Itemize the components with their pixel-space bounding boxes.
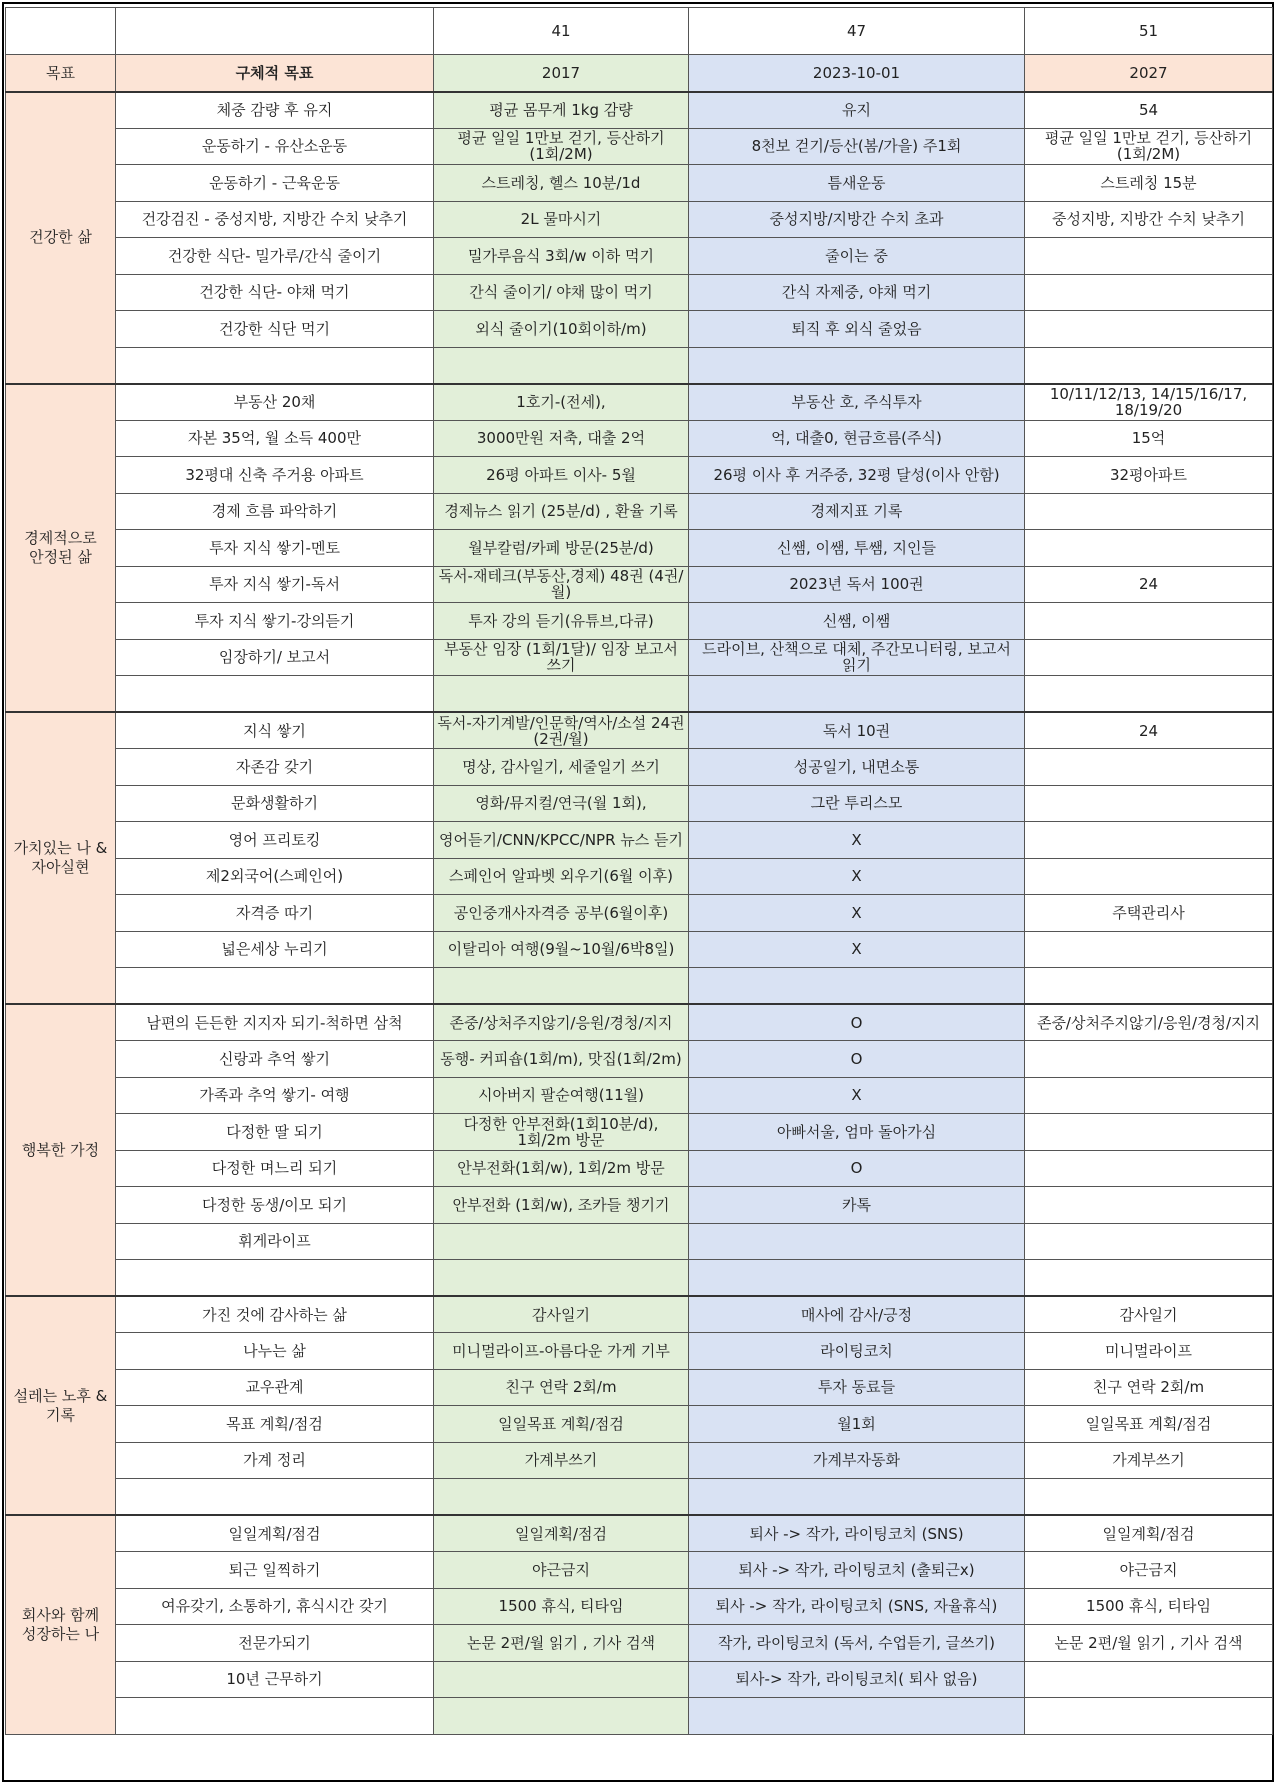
specific-goal-cell[interactable]: 건강한 식단- 밀가루/간식 줄이기 (116, 238, 434, 275)
status-2023-cell[interactable]: X (689, 895, 1025, 932)
status-2017-cell[interactable]: 월부칼럼/카페 방문(25분/d) (434, 530, 689, 567)
table-row (6, 384, 1273, 421)
specific-goal-cell[interactable]: 건강검진 - 중성지방, 지방간 수치 낮추기 (116, 201, 434, 238)
target-2027-cell[interactable]: 친구 연락 2회/m (1025, 1369, 1273, 1406)
table-row (6, 92, 1273, 129)
header-row (6, 55, 1273, 92)
table-row (6, 822, 1273, 859)
status-2023-cell[interactable]: 성공일기, 내면소통 (689, 749, 1025, 786)
status-2017-cell[interactable] (434, 1223, 689, 1260)
target-2027-cell[interactable]: 평균 일일 1만보 걷기, 등산하기 (1회/2M) (1025, 128, 1273, 165)
specific-goal-cell[interactable] (116, 1698, 434, 1735)
status-2017-cell[interactable]: 영어듣기/CNN/KPCC/NPR 뉴스 듣기 (434, 822, 689, 859)
status-2023-cell[interactable]: X (689, 858, 1025, 895)
specific-goal-cell[interactable]: 가계 정리 (116, 1442, 434, 1479)
target-2027-cell[interactable]: 중성지방, 지방간 수치 낮추기 (1025, 201, 1273, 238)
target-2027-cell[interactable] (1025, 238, 1273, 275)
status-2017-cell[interactable]: 경제뉴스 읽기 (25분/d) , 환율 기록 (434, 493, 689, 530)
specific-goal-cell[interactable]: 운동하기 - 근육운동 (116, 165, 434, 202)
table-row (6, 1479, 1273, 1516)
table-row (6, 1698, 1273, 1735)
status-2023-cell[interactable] (689, 347, 1025, 384)
status-2023-cell[interactable]: 줄이는 중 (689, 238, 1025, 275)
specific-goal-cell[interactable]: 가족과 추억 쌓기- 여행 (116, 1077, 434, 1114)
target-2027-cell[interactable]: 주택관리사 (1025, 895, 1273, 932)
status-2017-cell[interactable]: 영화/뮤지컬/연극(월 1회), (434, 785, 689, 822)
specific-goal-cell[interactable] (116, 968, 434, 1005)
status-2017-cell[interactable]: 1호기-(전세), (434, 384, 689, 421)
specific-goal-cell[interactable]: 체중 감량 후 유지 (116, 92, 434, 129)
specific-goal-cell[interactable] (116, 1479, 434, 1516)
table-row (6, 1296, 1273, 1333)
target-2027-cell[interactable]: 15억 (1025, 420, 1273, 457)
goal-group-cell[interactable]: 경제적으로 안정된 삶 (6, 384, 116, 713)
status-2023-cell[interactable]: 드라이브, 산책으로 대체, 주간모니터링, 보고서 읽기 (689, 639, 1025, 676)
status-2023-cell[interactable]: 가계부자동화 (689, 1442, 1025, 1479)
target-2027-cell[interactable]: 논문 2편/월 읽기 , 기사 검색 (1025, 1625, 1273, 1662)
status-2017-cell[interactable]: 안부전화 (1회/w), 조카들 챙기기 (434, 1187, 689, 1224)
target-2027-cell[interactable]: 24 (1025, 566, 1273, 603)
table-row (6, 1442, 1273, 1479)
specific-goal-cell[interactable]: 자본 35억, 월 소득 400만 (116, 420, 434, 457)
status-2017-cell[interactable]: 외식 줄이기(10회이하/m) (434, 311, 689, 348)
status-2023-cell[interactable]: 신쌤, 이쌤 (689, 603, 1025, 640)
specific-goal-cell[interactable]: 일일계획/점검 (116, 1515, 434, 1552)
status-2023-cell[interactable]: 아빠서울, 엄마 돌아가심 (689, 1114, 1025, 1151)
status-2023-cell[interactable]: 퇴사 -> 작가, 라이팅코치 (SNS) (689, 1515, 1025, 1552)
table-row (6, 1369, 1273, 1406)
table-row (6, 1333, 1273, 1370)
status-2017-cell[interactable]: 안부전화(1회/w), 1회/2m 방문 (434, 1150, 689, 1187)
table-row (6, 749, 1273, 786)
target-2027-cell[interactable] (1025, 1479, 1273, 1516)
target-2027-cell[interactable] (1025, 749, 1273, 786)
target-2027-cell[interactable] (1025, 1077, 1273, 1114)
specific-goal-cell[interactable]: 경제 흐름 파악하기 (116, 493, 434, 530)
goals-table (5, 7, 1273, 1735)
table-row (6, 1552, 1273, 1589)
status-2023-cell[interactable]: 퇴사-> 작가, 라이팅코치( 퇴사 없음) (689, 1661, 1025, 1698)
target-2027-cell[interactable] (1025, 530, 1273, 567)
table-row (6, 311, 1273, 348)
status-2023-cell[interactable]: 카톡 (689, 1187, 1025, 1224)
specific-goal-cell[interactable]: 지식 쌓기 (116, 712, 434, 749)
status-2017-cell[interactable]: 독서-재테크(부동산,경제) 48권 (4권/월) (434, 566, 689, 603)
target-2027-cell[interactable]: 24 (1025, 712, 1273, 749)
table-row (6, 274, 1273, 311)
status-2023-cell[interactable]: 퇴사 -> 작가, 라이팅코치 (출퇴근x) (689, 1552, 1025, 1589)
target-2027-cell[interactable] (1025, 311, 1273, 348)
table-row (6, 1077, 1273, 1114)
target-2027-cell[interactable]: 존중/상처주지않기/응원/경청/지지 (1025, 1004, 1273, 1041)
specific-goal-cell[interactable]: 다정한 동생/이모 되기 (116, 1187, 434, 1224)
target-2027-cell[interactable] (1025, 1187, 1273, 1224)
table-row (6, 457, 1273, 494)
status-2017-cell[interactable]: 미니멀라이프-아름다운 가게 기부 (434, 1333, 689, 1370)
status-2017-cell[interactable]: 존중/상처주지않기/응원/경청/지지 (434, 1004, 689, 1041)
target-2027-cell[interactable] (1025, 931, 1273, 968)
status-2017-cell[interactable]: 가계부쓰기 (434, 1442, 689, 1479)
target-2027-cell[interactable] (1025, 1698, 1273, 1735)
target-2027-cell[interactable] (1025, 676, 1273, 713)
age-corner-cell[interactable] (6, 8, 116, 55)
target-2027-cell[interactable]: 10/11/12/13, 14/15/16/17, 18/19/20 (1025, 384, 1273, 421)
goal-group-cell[interactable]: 건강한 삶 (6, 92, 116, 384)
status-2017-cell[interactable]: 평균 일일 1만보 걷기, 등산하기 (1회/2M) (434, 128, 689, 165)
table-row (6, 493, 1273, 530)
target-2027-cell[interactable] (1025, 1041, 1273, 1078)
table-row (6, 238, 1273, 275)
table-row (6, 530, 1273, 567)
header-2023[interactable]: 2023-10-01 (689, 55, 1025, 92)
status-2023-cell[interactable] (689, 676, 1025, 713)
table-row (6, 1661, 1273, 1698)
specific-goal-cell[interactable]: 32평대 신축 주거용 아파트 (116, 457, 434, 494)
table-row (6, 165, 1273, 202)
status-2017-cell[interactable]: 투자 강의 듣기(유튜브,다큐) (434, 603, 689, 640)
status-2017-cell[interactable]: 평균 몸무게 1kg 감량 (434, 92, 689, 129)
status-2023-cell[interactable]: 8천보 걷기/등산(봄/가을) 주1회 (689, 128, 1025, 165)
status-2023-cell[interactable]: 중성지방/지방간 수치 초과 (689, 201, 1025, 238)
table-row (6, 931, 1273, 968)
status-2017-cell[interactable]: 부동산 임장 (1회/1달)/ 임장 보고서 쓰기 (434, 639, 689, 676)
status-2023-cell[interactable]: 투자 동료들 (689, 1369, 1025, 1406)
status-2017-cell[interactable] (434, 968, 689, 1005)
status-2023-cell[interactable]: O (689, 1150, 1025, 1187)
status-2023-cell[interactable]: 월1회 (689, 1406, 1025, 1443)
target-2027-cell[interactable]: 1500 휴식, 티타임 (1025, 1588, 1273, 1625)
specific-goal-cell[interactable]: 건강한 식단- 야채 먹기 (116, 274, 434, 311)
specific-goal-cell[interactable]: 10년 근무하기 (116, 1661, 434, 1698)
table-row (6, 1041, 1273, 1078)
specific-goal-cell[interactable]: 투자 지식 쌓기-독서 (116, 566, 434, 603)
table-row (6, 1625, 1273, 1662)
specific-goal-cell[interactable]: 신랑과 추억 쌓기 (116, 1041, 434, 1078)
specific-goal-cell[interactable]: 투자 지식 쌓기-멘토 (116, 530, 434, 567)
status-2023-cell[interactable]: 퇴사 -> 작가, 라이팅코치 (SNS, 자율휴식) (689, 1588, 1025, 1625)
status-2017-cell[interactable]: 독서-자기계발/인문학/역사/소설 24권 (2권/월) (434, 712, 689, 749)
specific-goal-cell[interactable]: 여유갖기, 소통하기, 휴식시간 갖기 (116, 1588, 434, 1625)
status-2017-cell[interactable]: 간식 줄이기/ 야채 많이 먹기 (434, 274, 689, 311)
status-2017-cell[interactable] (434, 1698, 689, 1735)
table-row (6, 968, 1273, 1005)
status-2017-cell[interactable]: 야근금지 (434, 1552, 689, 1589)
status-2017-cell[interactable]: 명상, 감사일기, 세줄일기 쓰기 (434, 749, 689, 786)
table-row (6, 1150, 1273, 1187)
specific-goal-cell[interactable]: 건강한 식단 먹기 (116, 311, 434, 348)
table-row (6, 858, 1273, 895)
status-2017-cell[interactable]: 3000만원 저축, 대출 2억 (434, 420, 689, 457)
status-2023-cell[interactable]: O (689, 1004, 1025, 1041)
target-2027-cell[interactable]: 일일계획/점검 (1025, 1515, 1273, 1552)
table-row (6, 712, 1273, 749)
target-2027-cell[interactable] (1025, 493, 1273, 530)
status-2017-cell[interactable]: 1500 휴식, 티타임 (434, 1588, 689, 1625)
target-2027-cell[interactable]: 32평아파트 (1025, 457, 1273, 494)
table-row (6, 201, 1273, 238)
status-2017-cell[interactable] (434, 1479, 689, 1516)
status-2017-cell[interactable]: 시아버지 팔순여행(11월) (434, 1077, 689, 1114)
status-2017-cell[interactable] (434, 1661, 689, 1698)
status-2023-cell[interactable]: 틈새운동 (689, 165, 1025, 202)
status-2023-cell[interactable]: X (689, 822, 1025, 859)
target-2027-cell[interactable] (1025, 1150, 1273, 1187)
status-2023-cell[interactable] (689, 1479, 1025, 1516)
specific-goal-cell[interactable]: 자격증 따기 (116, 895, 434, 932)
table-row (6, 1004, 1273, 1041)
status-2023-cell[interactable]: 경제지표 기록 (689, 493, 1025, 530)
specific-goal-cell[interactable]: 투자 지식 쌓기-강의듣기 (116, 603, 434, 640)
specific-goal-cell[interactable]: 남편의 든든한 지지자 되기-척하면 삼척 (116, 1004, 434, 1041)
status-2023-cell[interactable]: 유지 (689, 92, 1025, 129)
header-goal[interactable]: 목표 (6, 55, 116, 92)
table-row (6, 1515, 1273, 1552)
table-row (6, 785, 1273, 822)
status-2023-cell[interactable]: 작가, 라이팅코치 (독서, 수업듣기, 글쓰기) (689, 1625, 1025, 1662)
status-2017-cell[interactable]: 공인중개사자격증 공부(6월이후) (434, 895, 689, 932)
target-2027-cell[interactable]: 감사일기 (1025, 1296, 1273, 1333)
goal-group-cell[interactable]: 회사와 함께 성장하는 나 (6, 1515, 116, 1734)
status-2023-cell[interactable]: O (689, 1041, 1025, 1078)
header-specific-goal[interactable]: 구체적 목표 (116, 55, 434, 92)
status-2023-cell[interactable]: 그란 투리스모 (689, 785, 1025, 822)
status-2023-cell[interactable]: 매사에 감사/긍정 (689, 1296, 1025, 1333)
status-2023-cell[interactable] (689, 1698, 1025, 1735)
table-row (6, 1223, 1273, 1260)
table-row (6, 1114, 1273, 1151)
specific-goal-cell[interactable]: 교우관계 (116, 1369, 434, 1406)
specific-goal-cell[interactable]: 운동하기 - 유산소운동 (116, 128, 434, 165)
status-2017-cell[interactable]: 동행- 커피숍(1회/m), 맛집(1회/2m) (434, 1041, 689, 1078)
specific-goal-cell[interactable]: 부동산 20채 (116, 384, 434, 421)
status-2023-cell[interactable]: 26평 이사 후 거주중, 32평 달성(이사 안함) (689, 457, 1025, 494)
status-2023-cell[interactable]: 라이팅코치 (689, 1333, 1025, 1370)
status-2017-cell[interactable]: 스페인어 알파벳 외우기(6월 이후) (434, 858, 689, 895)
status-2023-cell[interactable]: X (689, 1077, 1025, 1114)
target-2027-cell[interactable] (1025, 968, 1273, 1005)
table-row (6, 603, 1273, 640)
specific-goal-cell[interactable]: 임장하기/ 보고서 (116, 639, 434, 676)
target-2027-cell[interactable]: 일일목표 계획/점검 (1025, 1406, 1273, 1443)
target-2027-cell[interactable] (1025, 639, 1273, 676)
specific-goal-cell[interactable]: 제2외국어(스페인어) (116, 858, 434, 895)
specific-goal-cell[interactable]: 휘게라이프 (116, 1223, 434, 1260)
table-row (6, 1588, 1273, 1625)
status-2017-cell[interactable] (434, 1260, 689, 1297)
target-2027-cell[interactable]: 미니멀라이프 (1025, 1333, 1273, 1370)
goal-group-cell[interactable]: 설레는 노후 & 기록 (6, 1296, 116, 1515)
age-2023-cell[interactable]: 47 (689, 8, 1025, 55)
status-2023-cell[interactable]: 독서 10권 (689, 712, 1025, 749)
status-2023-cell[interactable]: 간식 자제중, 야채 먹기 (689, 274, 1025, 311)
status-2023-cell[interactable]: 퇴직 후 외식 줄었음 (689, 311, 1025, 348)
table-row (6, 639, 1273, 676)
status-2023-cell[interactable]: 신쌤, 이쌤, 투쌤, 지인들 (689, 530, 1025, 567)
specific-goal-cell[interactable]: 가진 것에 감사하는 삶 (116, 1296, 434, 1333)
status-2023-cell[interactable]: 억, 대출0, 현금흐름(주식) (689, 420, 1025, 457)
table-row (6, 1187, 1273, 1224)
goal-group-cell[interactable]: 행복한 가정 (6, 1004, 116, 1296)
table-row (6, 895, 1273, 932)
specific-goal-cell[interactable]: 자존감 갖기 (116, 749, 434, 786)
specific-goal-cell[interactable]: 문화생활하기 (116, 785, 434, 822)
status-2017-cell[interactable]: 논문 2편/월 읽기 , 기사 검색 (434, 1625, 689, 1662)
target-2027-cell[interactable] (1025, 603, 1273, 640)
specific-goal-cell[interactable]: 퇴근 일찍하기 (116, 1552, 434, 1589)
status-2023-cell[interactable]: X (689, 931, 1025, 968)
target-2027-cell[interactable] (1025, 1114, 1273, 1151)
specific-goal-cell[interactable]: 다정한 며느리 되기 (116, 1150, 434, 1187)
age-2017-cell[interactable]: 41 (434, 8, 689, 55)
table-row (6, 420, 1273, 457)
status-2017-cell[interactable]: 26평 아파트 이사- 5월 (434, 457, 689, 494)
specific-goal-cell[interactable] (116, 1260, 434, 1297)
specific-goal-cell[interactable]: 전문가되기 (116, 1625, 434, 1662)
status-2017-cell[interactable]: 밀가루음식 3회/w 이하 먹기 (434, 238, 689, 275)
status-2017-cell[interactable]: 일일목표 계획/점검 (434, 1406, 689, 1443)
status-2017-cell[interactable]: 친구 연락 2회/m (434, 1369, 689, 1406)
table-row (6, 128, 1273, 165)
specific-goal-cell[interactable]: 영어 프리토킹 (116, 822, 434, 859)
status-2017-cell[interactable]: 이탈리아 여행(9월~10월/6박8일) (434, 931, 689, 968)
target-2027-cell[interactable]: 야근금지 (1025, 1552, 1273, 1589)
specific-goal-cell[interactable]: 넓은세상 누리기 (116, 931, 434, 968)
status-2017-cell[interactable]: 다정한 안부전화(1회10분/d), 1회/2m 방문 (434, 1114, 689, 1151)
header-2027[interactable]: 2027 (1025, 55, 1273, 92)
specific-goal-cell[interactable] (116, 347, 434, 384)
target-2027-cell[interactable]: 스트레칭 15분 (1025, 165, 1273, 202)
table-row (6, 1260, 1273, 1297)
target-2027-cell[interactable] (1025, 785, 1273, 822)
table-row (6, 566, 1273, 603)
status-2023-cell[interactable] (689, 1260, 1025, 1297)
status-2017-cell[interactable]: 스트레칭, 헬스 10분/1d (434, 165, 689, 202)
specific-goal-cell[interactable]: 나누는 삶 (116, 1333, 434, 1370)
status-2023-cell[interactable] (689, 1223, 1025, 1260)
specific-goal-cell[interactable] (116, 676, 434, 713)
target-2027-cell[interactable] (1025, 858, 1273, 895)
table-row (6, 676, 1273, 713)
status-2017-cell[interactable]: 감사일기 (434, 1296, 689, 1333)
target-2027-cell[interactable] (1025, 1223, 1273, 1260)
table-row (6, 347, 1273, 384)
status-2017-cell[interactable]: 2L 물마시기 (434, 201, 689, 238)
status-2023-cell[interactable]: 부동산 호, 주식투자 (689, 384, 1025, 421)
status-2017-cell[interactable] (434, 347, 689, 384)
age-blank-cell[interactable] (116, 8, 434, 55)
goal-group-cell[interactable]: 가치있는 나 & 자아실현 (6, 712, 116, 1004)
status-2017-cell[interactable]: 일일계획/점검 (434, 1515, 689, 1552)
target-2027-cell[interactable]: 가계부쓰기 (1025, 1442, 1273, 1479)
target-2027-cell[interactable] (1025, 347, 1273, 384)
target-2027-cell[interactable] (1025, 1661, 1273, 1698)
target-2027-cell[interactable]: 54 (1025, 92, 1273, 129)
status-2023-cell[interactable] (689, 968, 1025, 1005)
specific-goal-cell[interactable]: 다정한 딸 되기 (116, 1114, 434, 1151)
specific-goal-cell[interactable]: 목표 계획/점검 (116, 1406, 434, 1443)
age-row (6, 8, 1273, 55)
status-2023-cell[interactable]: 2023년 독서 100권 (689, 566, 1025, 603)
header-2017[interactable]: 2017 (434, 55, 689, 92)
table-row (6, 1406, 1273, 1443)
target-2027-cell[interactable] (1025, 822, 1273, 859)
age-2027-cell[interactable]: 51 (1025, 8, 1273, 55)
target-2027-cell[interactable] (1025, 1260, 1273, 1297)
status-2017-cell[interactable] (434, 676, 689, 713)
target-2027-cell[interactable] (1025, 274, 1273, 311)
